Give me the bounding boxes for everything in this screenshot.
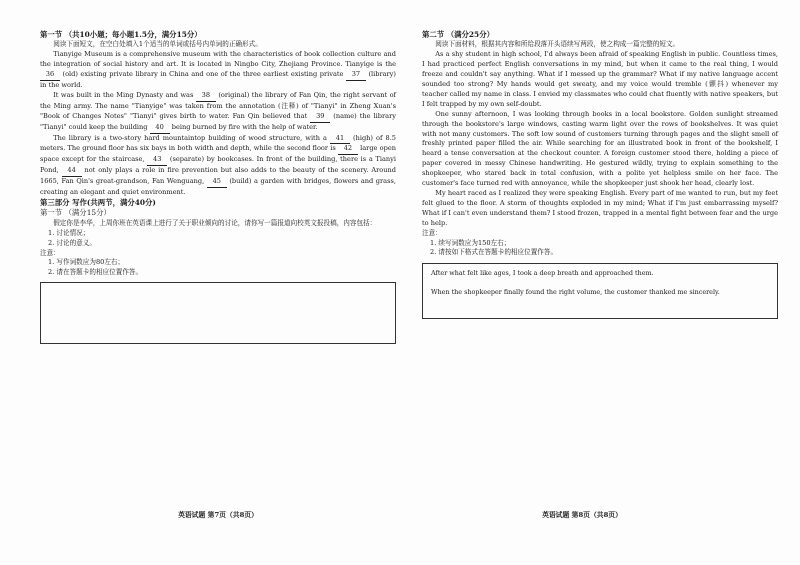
blank-43[interactable]: 43 [147,155,167,166]
page-7 [40,30,396,344]
writing-answer-box[interactable] [40,282,396,344]
continuation-line-1: After what felt like ages, I took a deep breath and approached them. [431,269,654,278]
page-8-footer: 英语试题 第8页（共8页） [542,511,622,519]
blank-36[interactable]: 36 [40,70,60,81]
blank-37[interactable]: 37 [346,70,366,81]
writing-prompt: 假定你是李华，上周你班在英语课上进行了关于职业倾向的讨论，请你写一篇报道向校英文报投稿，内容包括： [53,218,377,227]
notes-label: 注意： [422,228,442,237]
story-paragraph-2: One sunny afternoon, I was looking through books in a local bookstore. Golden sunlight streamed through the bookstore's large windows, casting warm light over the rows of bookshelves. It was quiet with not many customers. The soft low sound of customers turning through pages and the slight smell of freshly printed paper filled the air. While searching for an illustrated book in front of the bookshelf, I heard a tense conversation at the checkout counter. A foreign customer stood there, holding a piece of paper covered in messy Chinese handwriting. He gestured wildly, trying to explain something to the shopkeeper, who stared back in total confusion, with a polite yet helpless smile on her face. The customer's face turned red with annoyance, while the shopkeeper just shook her head, clearly lost. [422,109,778,188]
blank-38[interactable]: 38 [196,91,216,102]
page-7-footer: 英语试题 第7页（共8页） [178,511,258,519]
part3-heading: 第三部分 写作(共两节，满分40分) [40,198,156,207]
blank-45[interactable]: 45 [207,177,227,188]
section1-heading: 第一节 （共10小题；每小题1.5分，满分15分） [40,30,202,39]
section2-instruction: 阅读下面材料，根据其内容和所给段落开头语续写两段，使之构成一篇完整的短文。 [435,40,680,49]
passage-paragraph-1: Tianyige Museum is a comprehensive museum with the characteristics of book collection culture and the integration of social history and art. It is located in Ningbo City, Zhejiang Province. Tianyige is the 36 (old) existing private library in China and one of the three earliest existing private 37 (library) in the world. [40,50,396,90]
blank-44[interactable]: 44 [62,166,82,177]
writing-point-1: 1. 讨论情况； [48,228,90,237]
blank-41[interactable]: 41 [330,134,350,145]
blank-42[interactable]: 42 [338,144,358,155]
continuation-line-2: When the shopkeeper finally found the right volume, the customer thanked me sincerely. [431,288,720,297]
writing-point-2: 2. 讨论的意义。 [48,238,96,247]
note-1: 1. 写作词数应为80左右； [48,258,125,267]
section2-heading: 第二节 （满分25分） [422,30,494,39]
continuation-answer-box[interactable] [422,263,778,319]
note-2: 2. 请按如下格式在答题卡的相应位置作答。 [430,248,558,257]
blank-40[interactable]: 40 [150,123,170,134]
page-8 [422,30,778,319]
story-paragraph-1: As a shy student in high school, I'd always been afraid of speaking English in public. Countless times, I had practiced perfect English conversations in my mind, but when it came to the real thing, I would freeze and couldn't say anything. What if I messed up the grammar? What if my native language accent sounded too strong? My hands would get sweaty, and my voice would tremble (颤抖) whenever my teacher called my name in class. I envied my classmates who could chat fluently with native speakers, but I felt trapped by my own self-doubt. [422,50,778,108]
blank-39[interactable]: 39 [310,112,330,123]
notes-label: 注意： [40,248,60,257]
note-2: 2. 请在答题卡的相应位置作答。 [48,268,143,277]
writing-section1-heading: 第一节 （满分15分） [40,208,111,218]
section1-instruction: 阅读下面短文，在空白处填入1个适当的单词或括号内单词的正确形式。 [53,40,262,49]
note-1: 1. 续写词数应为150左右； [430,238,511,247]
passage-paragraph-2: It was built in the Ming Dynasty and was 38 (original) the library of Fan Qin, the right servant of the Ming army. The name "Tianyige" was taken from the annotation (注释) of "Tianyi" in Zheng Xuan's "Book of Changes Notes" "Tianyi" gives birth to water. Fan Qin believed that 39 (name) the library "Tianyi" could keep the building 40 being burned by fire with the help of water. [40,91,396,134]
passage-paragraph-3: The library is a two-story hard mountaintop building of wood structure, with a 41 (high) of 8.5 meters. The ground floor has six bays in both width and depth, while the second floor is 42 large open space except for the staircase, 43 (separate) by bookcases. In front of the building, there is a Tianyi Pond, 44 not only plays a role in fire prevention but also adds to the beauty of the scenery. Around 1665, Fan Qin's great-grandson, Fan Wenguang, 45 (build) a garden with bridges, flowers and grass, creating an elegant and quiet environment. [40,133,396,197]
story-paragraph-3: My heart raced as I realized they were speaking English. Every part of me wanted to run, but my feet felt glued to the floor. A storm of thoughts exploded in my mind; What if I'm just embarrassing myself? What if I can't even understand them? I stood frozen, trapped in a mental fight between fear and the urge to help. [422,189,778,227]
